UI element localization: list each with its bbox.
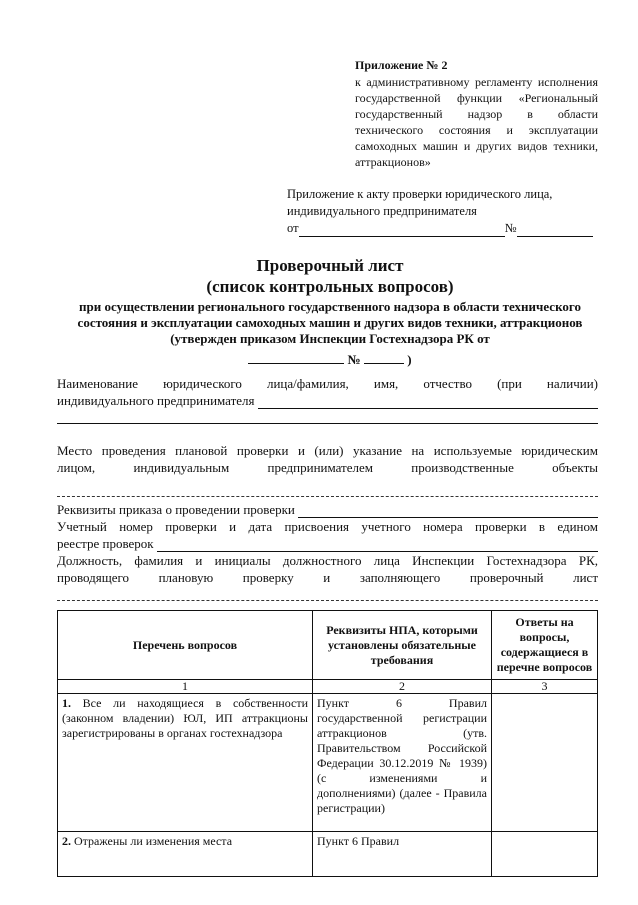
appendix-text: к административному регламенту исполнения государственной функции «Региональный государственный надзор в области технического состояния и эксплуатации самоходных машин и других видов техники, аттракционов»	[355, 75, 598, 169]
place-label-2: лицом, индивидуальным предпринимателем производственные объекты	[57, 460, 598, 475]
column-number-2: 2	[313, 680, 492, 694]
act-note-line-2: индивидуального предпринимателя	[287, 204, 477, 218]
account-label-1: Учетный номер проверки и дата присвоения учетного номера проверки в едином	[57, 519, 598, 534]
table-row	[58, 832, 598, 877]
page-subtitle: (список контрольных вопросов)	[206, 277, 454, 296]
answer-cell[interactable]	[492, 694, 598, 832]
table-row	[58, 694, 598, 832]
account-field[interactable]	[157, 539, 598, 552]
appendix-block	[355, 57, 598, 170]
entity-name-field[interactable]	[258, 396, 598, 409]
act-date-field[interactable]	[299, 223, 505, 237]
header-npa: Реквизиты НПА, которыми установлены обязательные требования	[313, 611, 492, 680]
official-label-1: Должность, фамилия и инициалы должностного лица Инспекции Гостехнадзора РК,	[57, 553, 598, 568]
order-number-field[interactable]	[364, 350, 404, 364]
order-details-label: Реквизиты приказа о проведении проверки	[57, 502, 295, 517]
act-number-label: №	[504, 221, 517, 235]
entity-name-field-extra[interactable]	[57, 409, 598, 424]
title-description	[60, 299, 600, 368]
header-answers: Ответы на вопросы, содержащиеся в перечне вопросов	[492, 611, 598, 680]
column-number-row	[58, 680, 598, 694]
appendix-title: Приложение № 2	[355, 58, 448, 72]
checklist-table	[57, 610, 598, 877]
question-text: Все ли находящиеся в собственности (законном владении) ЮЛ, ИП аттракционы зарегистрированы в органах гостехнадзора	[62, 696, 308, 740]
title-block	[60, 255, 600, 368]
act-number-field[interactable]	[517, 223, 593, 237]
question-cell	[58, 694, 313, 832]
page-title: Проверочный лист	[256, 256, 404, 275]
place-label-1: Место проведения плановой проверки и (или) указание на используемые юридическим	[57, 443, 598, 458]
order-close-paren: )	[407, 352, 412, 367]
header-questions: Перечень вопросов	[58, 611, 313, 680]
act-note	[287, 186, 597, 237]
answer-cell[interactable]	[492, 832, 598, 877]
question-text: Отражены ли изменения места	[74, 834, 233, 848]
act-date-number-line	[287, 220, 597, 237]
table-header-row	[58, 611, 598, 680]
inspection-form	[57, 375, 598, 601]
entity-name-label-2: индивидуального предпринимателя	[57, 393, 255, 408]
order-date-field[interactable]	[248, 350, 344, 364]
column-number-3: 3	[492, 680, 598, 694]
entity-name-label-1: Наименование юридического лица/фамилия, имя, отчество (при наличии)	[57, 376, 598, 391]
order-number-label: №	[347, 352, 361, 367]
npa-cell: Пункт 6 Правил государственной регистрации аттракционов (утв. Правительством Российской Федерации 30.12.2019 № 1939) (с изменениями и дополнениями) (далее - Правила регистрации)	[313, 694, 492, 832]
account-row	[57, 535, 598, 552]
act-from-label: от	[287, 221, 299, 235]
npa-cell: Пункт 6 Правил	[313, 832, 492, 877]
entity-name-row	[57, 392, 598, 409]
order-details-field[interactable]	[298, 505, 598, 518]
official-label-2: проводящего плановую проверку и заполняющего проверочный лист	[57, 570, 598, 585]
order-details-row	[57, 501, 598, 518]
question-number: 2.	[62, 834, 71, 848]
question-cell	[58, 832, 313, 877]
account-label-2: реестре проверок	[57, 536, 154, 551]
column-number-1: 1	[58, 680, 313, 694]
question-number: 1.	[62, 696, 71, 710]
title-description-text: при осуществлении регионального государственного надзора в области технического состояния и эксплуатации самоходных машин и других видов техники, аттракционов (утвержден приказом Инспекции Гостехнадзора РК от	[77, 299, 583, 346]
act-note-line-1: Приложение к акту проверки юридического лица,	[287, 187, 553, 201]
official-field[interactable]	[57, 586, 598, 601]
place-field[interactable]	[57, 482, 598, 497]
